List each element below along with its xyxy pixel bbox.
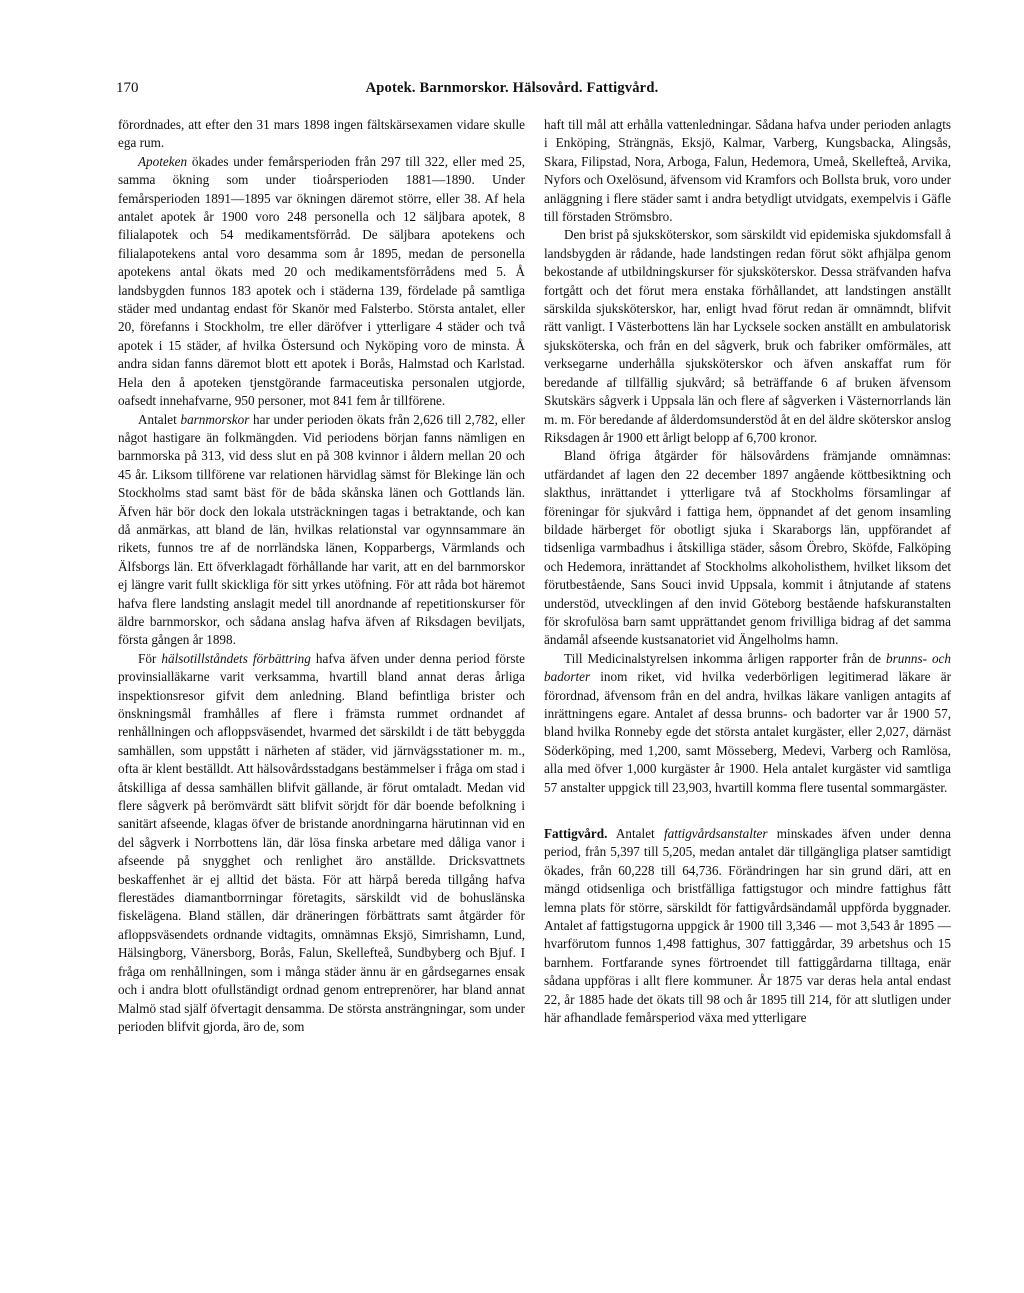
paragraph-sjukskoterskor: Den brist på sjuksköterskor, som särskildt vid epidemiska sjukdomsfall å landsbygden är rådande, hade landstingen redan förut sökt afhjälpa genom bekostande af utbildningskurser för sjuksköterskor. Dessa sträfvanden hafva fortgått och det förut mera enstaka förhållandet, att landstingen anställt särskilda sjuksköterskor, har, enligt hvad förut redan är omnämndt, blifvit rätt vanligt. I Västerbottens län har Lycksele socken anställt en ambulatorisk sjuksköterska, och från en del sågverk, bruk och fabriker omförmäles, att verksegarne underhålla sjuksköterskor och äfven anskaffat rum för beredande af tillfällig sjukvård; så beträffande 6 af bruken äfvensom Skutskärs sågverk i Uppsala län och flere af sågverken i Västernorrlands län m. m. För beredande af ålderdomsunderstöd åt en del äldre sköterskor anslog Riksdagen år 1900 ett årligt belopp af 6,700 kronor. bbox=[544, 227, 951, 445]
paragraph-halsotillstandet bbox=[118, 650, 525, 1037]
paragraph-text: inom riket, vid hvilka vederbörligen legitimerad läkare är förordnad, äfvensom från en del andra, hvilkas läkare vanligen antagits af inrättningens egare. Antalet af dessa brunns- och badorter var år 1900 57, bland hvilka Ronneby egde det största antalet kurgäster, eller 2,027, därnäst Söderköping, med 1,200, samt Mösseberg, Medevi, Varberg och Ramlösa, alla med öfver 1,000 kurgäster år 1900. Hela antalet kurgäster vid samtliga 57 anstalter uppgick till 23,903, hvartill komma flere tusental sommargäster. bbox=[544, 669, 951, 795]
term-barnmorskor: barnmorskor bbox=[180, 411, 250, 427]
term-brunnsorter: brunns- och badorter bbox=[544, 650, 952, 685]
section-fattigvard bbox=[544, 825, 951, 1027]
term-halsotillstandet: hälsotillståndets förbättring bbox=[161, 650, 311, 666]
left-column bbox=[118, 116, 525, 1036]
term-apoteken: Apoteken bbox=[138, 153, 188, 169]
paragraph-text: har under perioden ökats från 2,626 till 2,782, eller något hastigare än folkmängden. Vid periodens början fanns nämligen en barnmorska på 313, vid dess slut en på 308 kvinnor i åldern mellan 20 och 45 år. Liksom tillförene var relationen härvidlag sämst för Blekinge län och Stockholms stad samt bäst för de båda skånska länen och Gottlands län. Äfven här bör dock den lokala utsträckningen tagas i betraktande, och kan då anmärkas, att bland de län, hvilkas relationstal var ogynnsammare än rikets, funnos tre af de norrländska länen, Kopparbergs, Värmlands och Älfsborgs län. Ett öfverklagadt förhållande har varit, att en del barnmorskor ej längre varit fullt skickliga för sitt yrkes utöfning. För att råda bot häremot hafva flere landsting anslagit medel till anordnande af repetitionskurser för äldre barnmorskor, och sådana anslag hafva äfven af Riksdagen beviljats, första gången år 1898. bbox=[118, 411, 525, 648]
paragraph-text: minskades äfven under denna period, från 5,397 till 5,205, medan antalet där tillgängliga platser samtidigt ökades, från 60,228 till 64,736. Förändringen har sin grund däri, att en mängd otidsenliga och bristfälliga fattigstugor och mindre fattighus fått lemna plats för större, särskildt för fattigvårdsändamål uppförda byggnader. Antalet af fattigstugorna uppgick år 1900 till 3,346 — mot 3,543 år 1895 — hvarförutom funnos 1,498 fattighus, 307 fattiggårdar, 39 arbetshus och 15 barnhem. Fortfarande synes förtroendet till fattiggårdarna tilltaga, enär sådana uppföras i allt flere kommuner. År 1875 var deras hela antal endast 22, år 1885 hade det ökats till 98 och år 1895 till 214, för att slutligen under här afhandlade femårsperiod växa med ytterligare bbox=[544, 826, 951, 1026]
term-fattigvardsanstalter: fattigvårdsanstalter bbox=[663, 826, 768, 842]
paragraph-lead: För bbox=[138, 650, 162, 666]
paragraph-lead: Antalet bbox=[607, 826, 664, 842]
paragraph-vattenledningar: haft till mål att erhålla vattenledningar. Sådana hafva under perioden anlagts i Enköping, Strängnäs, Eksjö, Kalmar, Varberg, Kungsbacka, Alingsås, Skara, Filipstad, Nora, Arboga, Falun, Hedemora, Umeå, Skellefteå, Arvika, Nyfors och Oxelösund, äfvensom vid Kramfors och Bollsta bruk, voro under anläggning i flere städer samt i andra betydligt utvidgats, exempelvis i Gäfle till förstaden Strömsbro. bbox=[544, 117, 951, 225]
paragraph-barnmorskor bbox=[118, 411, 525, 650]
paragraph-brunnsorter bbox=[544, 650, 951, 797]
paragraph-text: hafva äfven under denna period förste provinsialläkarne varit verksamma, hvartill bland annat deras årliga inspektionsresor gifvit dem anledning. Bland befintliga brister och önskningsmål framhålles af flere i främsta rummet ordnandet af renhållningen och afloppsväsendet, hvarmed det särskildt i de tätt bebyggda samhällen, som uppstått i närheten af städer, vid järnvägsstationer m. m., ofta är klent beställdt. Att hälsovårdsstadgans bestämmelser i fråga om stad i åtskilliga af dessa samhällen blifvit gällande, är förut omtaladt. Medan vid flere sågverk på berömvärdt sätt blifvit sörjdt för där boende befolkning i sanitärt afseende, klagas öfver de bristande anordningarna härutinnan vid en del sågverk i Norrbottens län, där lösa finska arbetare med dåliga vanor i afseende på snygghet och renlighet äro anställde. Dricksvattnets beskaffenhet är ej alltid det bästa. För att härpå bereda tillgång hafva flerestädes diamantborrningar företagits, särskildt vid de bohuslänska fiskelägena. Bland ställen, där dräneringen förbättrats samt åtgärder för afloppsväsendets ordnande vidtagits, omnämnas Eksjö, Simrishamn, Lund, Hälsingborg, Vänersborg, Borås, Falun, Skellefteå, Sundbyberg och Bjuf. I fråga om renhållningen, som i många städer ännu är en gårdsegarnes ensak och i andra blott ofullständigt ordnad genom entreprenörer, har bland annat Malmö stad själf öfvertagit densamma. De största ansträngningar, som under perioden blifvit gjorda, äro de, som bbox=[118, 650, 525, 1034]
paragraph-lead: Antalet bbox=[138, 411, 181, 427]
paragraph-faltskar: förordnades, att efter den 31 mars 1898 ingen fältskärsexamen vidare skulle ega rum. bbox=[118, 117, 525, 151]
paragraph-halsovard-atgarder: Bland öfriga åtgärder för hälsovårdens främjande omnämnas: utfärdandet af lagen den 22 december 1897 angående köttbesiktning och slakthus, inrättandet i ytterligare två af Stockholms församlingar af föreningar för sjukvård i fattiga hem, öppnandet af det genom insamling bildade härberget för obotligt sjuka i Skaraborgs län, uppförandet af tidsenliga varmbadhus i åtskilliga städer, såsom Örebro, Sköfde, Falköping och Hedemora, inrättandet af Stockholms alkoholisthem, hvilket liksom det förutbestående, Sans Souci invid Uppsala, kommit i åtnjutande af statens understöd, utvecklingen af den invid Göteborg bestående hafskuranstalten för skrofulösa barn samt upprättandet genom frivilliga bidrag af det samma ändamål afseende kustsanatoriet vid Ängelholms hamn. bbox=[544, 448, 951, 648]
paragraph-apoteken bbox=[118, 153, 525, 411]
paragraph-text: ökades under femårsperioden från 297 till 322, eller med 25, samma ökning som under tioårsperioden 1881—1890. Under femårsperioden 1891—1895 var ökningen däremot större, eller 38. Af hela antalet apotek år 1900 voro 248 personella och 12 säljbara apotek, 8 filialapotek och 54 medikamentsförråd. De säljbara apotekens och filialapotekens antal voro desamma som år 1895, medan de personella apotekens antal ökats med 20 och medikamentsförrådens med 5. Å landsbygden funnos 183 apotek och i städerna 139, fördelade på samtliga städer med undantag endast för Skanör med Falsterbo. Största antalet, eller 20, förefanns i Stockholm, tre eller däröfver i ytterligare 4 städer och två apotek i 15 städer, af hvilka Östersund och Nyköping voro de minsta. Å andra sidan fanns däremot blott ett apotek i Borås, Halmstad och Karlstad. Hela den å apoteken tjenstgörande farmaceutiska personalen utgjorde, oafsedt innehafvarne, 950 personer, mot 841 fem år tillförene. bbox=[118, 153, 525, 409]
section-title: Fattigvård. bbox=[544, 826, 608, 842]
paragraph-lead: Till Medicinalstyrelsen inkomma årligen rapporter från de bbox=[564, 650, 886, 666]
page-number: 170 bbox=[116, 80, 139, 96]
right-column bbox=[544, 116, 951, 1028]
running-head: Apotek. Barnmorskor. Hälsovård. Fattigvård. bbox=[365, 80, 659, 96]
